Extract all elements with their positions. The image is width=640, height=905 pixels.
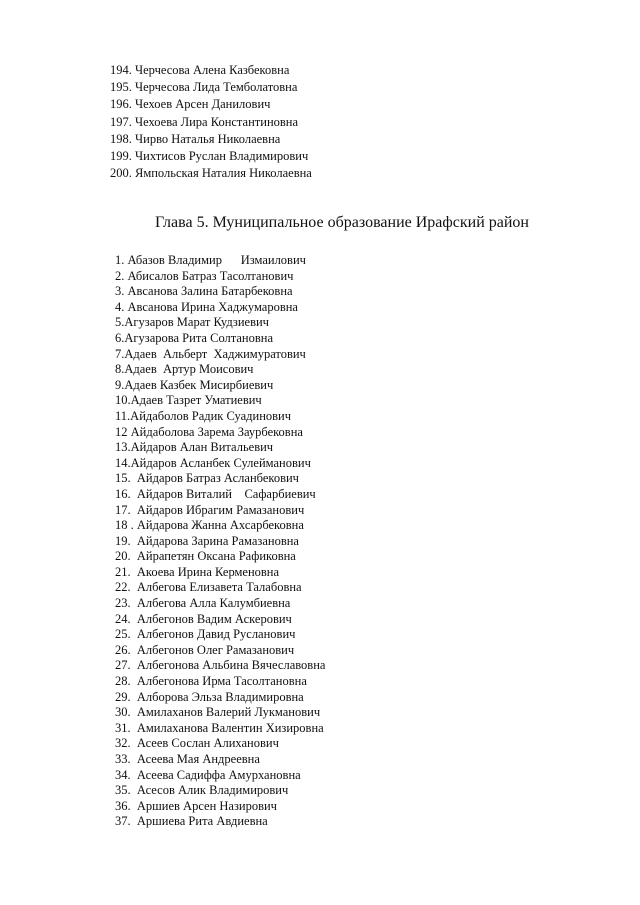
list-item: 1. Абазов Владимир Измаилович (115, 253, 306, 267)
list-item: 33. Асеева Мая Андреевна (115, 752, 260, 766)
list-item: 22. Албегова Елизавета Талабовна (115, 580, 302, 595)
list-item: 28. Албегонова Ирма Тасолтановна (115, 674, 307, 689)
list-item: 197. Чехоева Лира Константиновна (110, 114, 299, 129)
list-item: 18 . Айдарова Жанна Ахсарбековна (115, 518, 304, 533)
list-item: 30. Амилаханов Валерий Лукманович (115, 705, 321, 720)
list-item: 14.Айдаров Асланбек Сулейманович (115, 455, 311, 470)
list-item: 7.Адаев Альберт Хаджимуратович (115, 346, 306, 361)
list-item: 198. Чирво Наталья Николаевна (110, 131, 281, 146)
list-item: 5.Агузаров Марат Кудзиевич (115, 315, 269, 330)
list-item: 6.Агузарова Рита Солтановна (115, 330, 274, 345)
list-item: 13.Айдаров Алан Витальевич (115, 440, 274, 455)
list-item: 194. Черчесова Алена Казбековна (110, 63, 290, 77)
list-item: 19. Айдарова Зарина Рамазановна (115, 533, 299, 548)
list-item: 9.Адаев Казбек Мисирбиевич (115, 377, 274, 392)
name-list-previous-chapter (110, 62, 312, 182)
list-item: 32. Асеев Сослан Алиханович (115, 736, 279, 751)
list-item: 35. Асесов Алик Владимирович (115, 783, 289, 798)
list-item: 27. Албегонова Альбина Вячеславовна (115, 658, 326, 673)
list-item: 34. Асеева Садиффа Амурхановна (115, 767, 301, 782)
list-item: 15. Айдаров Батраз Асланбекович (115, 471, 299, 486)
list-item: 16. Айдаров Виталий Сафарбиевич (115, 486, 316, 501)
list-item: 8.Адаев Артур Моисович (115, 362, 254, 377)
list-item: 10.Адаев Тазрет Уматиевич (115, 393, 262, 408)
list-item: 12 Айдаболова Зарема Заурбековна (115, 424, 303, 439)
list-item: 199. Чихтисов Руслан Владимирович (110, 149, 309, 164)
list-item: 2. Абисалов Батраз Тасолтанович (115, 268, 294, 283)
list-item: 3. Авсанова Залина Батарбековна (115, 284, 293, 299)
list-item: 11.Айдаболов Радик Суадинович (115, 408, 292, 423)
list-item: 200. Ямпольская Наталия Николаевна (110, 166, 312, 181)
list-item: 25. Албегонов Давид Русланович (115, 627, 296, 642)
list-item: 31. Амилаханова Валентин Хизировна (115, 720, 324, 735)
list-item: 36. Аршиев Арсен Назирович (115, 798, 277, 813)
list-item: 195. Черчесова Лида Темболатовна (110, 80, 298, 95)
list-item: 24. Албегонов Вадим Аскерович (115, 611, 292, 626)
list-item: 29. Алборова Эльза Владимировна (115, 689, 304, 704)
list-item: 37. Аршиева Рита Авдиевна (115, 814, 268, 829)
list-item: 23. Албегова Алла Калумбиевна (115, 596, 291, 611)
list-item: 4. Авсанова Ирина Хаджумаровна (115, 299, 298, 314)
list-item: 21. Акоева Ирина Керменовна (115, 564, 280, 579)
list-item: 26. Албегонов Олег Рамазанович (115, 642, 295, 657)
list-item: 196. Чехоев Арсен Данилович (110, 97, 271, 112)
list-item: 17. Айдаров Ибрагим Рамазанович (115, 502, 305, 517)
chapter-heading: Глава 5. Муниципальное образование Ирафский район (155, 214, 529, 231)
name-list-irafsky-district (115, 253, 325, 830)
list-item: 20. Айрапетян Оксана Рафиковна (115, 549, 296, 564)
